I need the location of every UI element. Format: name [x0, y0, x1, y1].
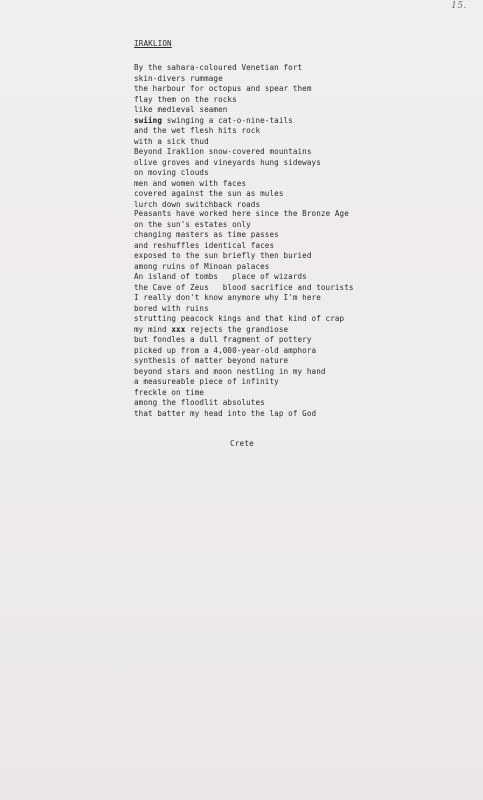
poem-line: Peasants have worked here since the Bronze Age [134, 209, 349, 218]
poem-line-text: my mind [134, 324, 167, 334]
poem-line-with-strikeover [134, 325, 354, 336]
struck-out-text: xxx [171, 324, 186, 334]
poem-line-text: rejects the grandiose [190, 324, 289, 334]
place-signature: Crete [230, 439, 254, 448]
poem-line: among ruins of Minoan palaces [134, 261, 270, 271]
poem-line: strutting peacock kings and that kind of crap [134, 314, 345, 323]
poem-line: changing masters as time passes [134, 230, 279, 239]
poem-line: on moving clouds [134, 168, 209, 177]
poem-line: I really don't know anymore why I'm here [134, 293, 321, 302]
poem-line: freckle on time [134, 387, 205, 397]
poem-line: a measureable piece of infinity [134, 377, 279, 386]
poem-line: beyond stars and moon nestling in my hand [134, 366, 326, 376]
poem-line: with a sick thud [134, 136, 209, 146]
stanza-2 [134, 209, 354, 419]
poem-line: covered against the sun as mules [134, 189, 284, 198]
stanza-1 [134, 63, 321, 210]
poem-line: By the sahara-coloured Venetian fort [134, 63, 303, 72]
poem-line: synthesis of matter beyond nature [134, 356, 289, 365]
poem-line: and reshuffles identical faces [134, 240, 275, 250]
poem-line: but fondles a dull fragment of pottery [134, 335, 312, 344]
poem-line: men and women with faces [134, 178, 247, 188]
poem-title: IRAKLION [134, 39, 172, 48]
poem-line-with-strikeover [134, 116, 321, 127]
poem-line: flay them on the rocks [134, 94, 237, 104]
poem-line: lurch down switchback roads [134, 199, 261, 209]
poem-line: among the floodlit absolutes [134, 398, 265, 407]
poem-line: skin-divers rummage [134, 73, 223, 83]
poem-line: Beyond Iraklion snow-covered mountains [134, 147, 312, 156]
poem-line: on the sun's estates only [134, 219, 251, 229]
poem-line: olive groves and vineyards hung sideways [134, 157, 321, 167]
poem-line: bored with ruins [134, 303, 209, 313]
poem-line: picked up from a 4,000-year-old amphora [134, 345, 317, 355]
poem-line: and the wet flesh hits rock [134, 126, 261, 135]
poem-line: the harbour for octopus and spear them [134, 84, 312, 93]
struck-out-text: swiing [134, 115, 163, 125]
poem-line-text: swinging a cat-o-nine-tails [166, 115, 293, 125]
poem-line: that batter my head into the lap of God [134, 408, 317, 418]
poem-line: exposed to the sun briefly then buried [134, 251, 312, 260]
poem-line: the Cave of Zeus blood sacrifice and tourists [134, 282, 354, 292]
page-number: 15. [451, 1, 467, 11]
poem-line: like medieval seamen [134, 105, 228, 114]
poem-line: An island of tombs place of wizards [134, 272, 307, 281]
